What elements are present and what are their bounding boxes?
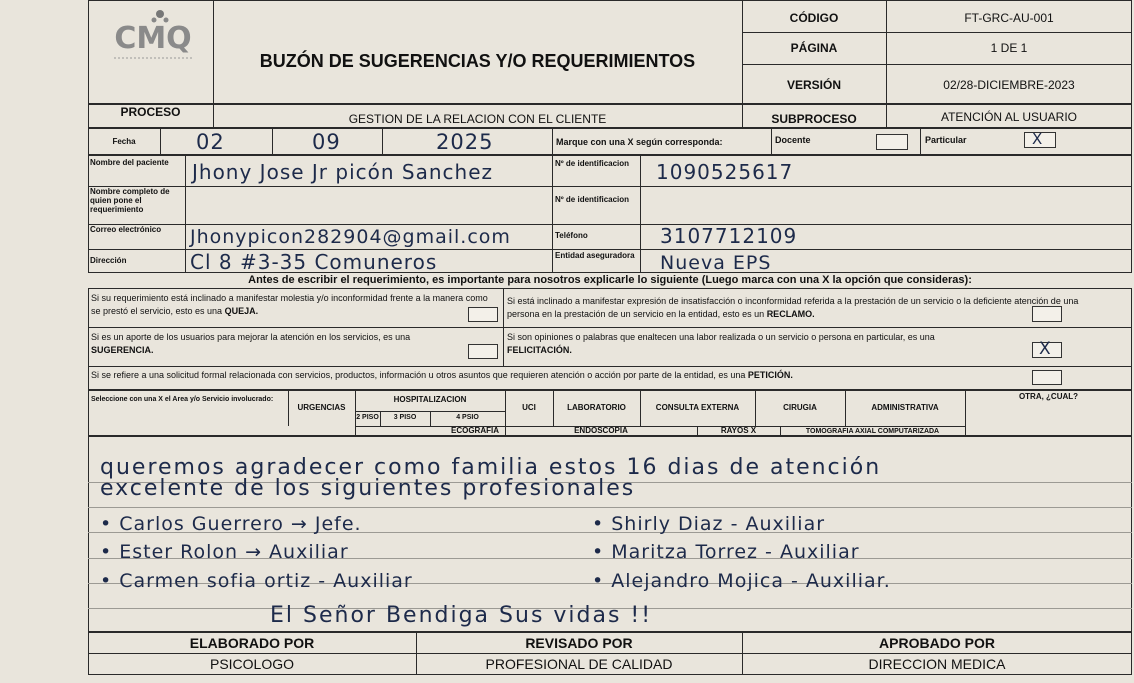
area-piso3[interactable]: 3 PISO [393, 414, 417, 421]
quien-label: Nombre completo de quien pone el requerimiento [90, 187, 170, 214]
area-uci[interactable]: UCI [522, 403, 536, 412]
particular-mark: X [1032, 130, 1043, 148]
correo-label: Correo electrónico [90, 225, 162, 234]
logo-text: CMQ [114, 21, 192, 56]
area-piso2[interactable]: 2 PISO [356, 414, 379, 421]
area-hospitalizacion[interactable]: HOSPITALIZACION [393, 395, 467, 404]
form-title: BUZÓN DE SUGERENCIAS Y/O REQUERIMIENTOS [259, 51, 696, 71]
proceso-value: GESTION DE LA RELACION CON EL CLIENTE [348, 112, 607, 126]
fecha-label: Fecha [112, 137, 136, 146]
area-piso4[interactable]: 4 PSIO [456, 414, 479, 421]
staff-right-1: • Shirly Diaz - Auxiliar [592, 513, 826, 535]
aprobado-label: APROBADO POR [879, 635, 995, 651]
area-tomografia[interactable]: TOMOGRAFIA AXIAL COMPUTARIZADA [805, 428, 940, 435]
quien-id-label: Nº de identificacion [555, 195, 630, 204]
docente-checkbox[interactable] [876, 134, 908, 150]
staff-left-2: • Ester Rolon → Auxiliar [100, 541, 349, 563]
instrucciones: Antes de escribir el requerimiento, es importante para nosotros explicarle lo siguiente (Luego marca con una X la opción que consideras): [248, 274, 972, 286]
area-cirugia[interactable]: CIRUGIA [783, 403, 817, 412]
staff-left-1: • Carlos Guerrero → Jefe. [100, 513, 362, 535]
area-administrativa[interactable]: ADMINISTRATIVA [871, 403, 939, 412]
telefono-label: Teléfono [555, 231, 588, 240]
staff-right-3: • Alejandro Mojica - Auxiliar. [592, 570, 891, 592]
fecha-day[interactable]: 02 [196, 130, 225, 154]
message-line-1: queremos agradecer como familia estos 16 dias de atención [100, 455, 882, 480]
peticion-option: Si se refiere a una solicitud formal relacionada con servicios, productos, información u otros asuntos que requieren atención o acción por parte de la entidad, es una PETICIÓN. [91, 370, 793, 380]
closing-line: El Señor Bendiga Sus vidas !! [270, 603, 653, 628]
queja-checkbox[interactable] [468, 307, 498, 322]
aprobado-value: DIRECCION MEDICA [868, 656, 1006, 672]
areas-label: Seleccione con una X el Area y/o Servicio involucrado: [91, 396, 274, 403]
message-line-2: excelente de los siguientes profesionales [100, 476, 636, 501]
marque-label: Marque con una X según corresponda: [556, 137, 723, 147]
revisado-label: REVISADO POR [525, 635, 633, 651]
sugerencia-option: Si es un aporte de los usuarios para mejorar la atención en los servicios, es una SUGERENCIA. [91, 332, 411, 355]
fecha-year[interactable]: 2025 [436, 130, 494, 154]
logo [108, 8, 198, 64]
reclamo-option: Si está inclinado a manifestar expresión de insatisfacción o inconformidad referida a la prestación de un servicio o la deficiente atención de una persona en la prestación de un servicio en la entidad, esto es un RECLAMO. [507, 296, 1079, 319]
correo-value[interactable]: Jhonypicon282904@gmail.com [190, 226, 511, 248]
elaborado-value: PSICOLOGO [209, 656, 295, 672]
elaborado-label: ELABORADO POR [189, 635, 315, 651]
felicitacion-mark: X [1039, 339, 1051, 359]
id-value[interactable]: 1090525617 [656, 160, 794, 184]
direccion-label: Dirección [90, 256, 127, 265]
id-label: Nº de identificacion [555, 159, 630, 168]
entidad-value[interactable]: Nueva EPS [660, 252, 772, 274]
codigo-value: FT-GRC-AU-001 [964, 11, 1054, 25]
area-rayos-x[interactable]: RAYOS X [720, 426, 757, 435]
direccion-value[interactable]: Cl 8 #3-35 Comuneros [190, 250, 438, 274]
felicitacion-option: Si son opiniones o palabras que enaltecen una labor realizada o un servicio o persona en particular, es una FELICITACIÓN. [507, 332, 935, 355]
version-value: 02/28-DICIEMBRE-2023 [943, 78, 1075, 92]
logo-graphic [108, 8, 198, 64]
particular-label: Particular [925, 135, 967, 145]
queja-option: Si su requerimiento está inclinado a manifestar molestia y/o inconformidad frente a la manera como se prestó el servicio, esto es una QUEJA. [91, 293, 488, 316]
staff-right-2: • Maritza Torrez - Auxiliar [592, 541, 860, 563]
area-urgencias[interactable]: URGENCIAS [297, 403, 346, 412]
docente-label: Docente [775, 135, 811, 145]
pagina-label: PÁGINA [790, 41, 838, 55]
staff-left-3: • Carmen sofia ortiz - Auxiliar [100, 570, 413, 592]
area-consulta-externa[interactable]: CONSULTA EXTERNA [655, 403, 740, 412]
area-otra[interactable]: OTRA, ¿CUAL? [1018, 392, 1079, 401]
reclamo-checkbox[interactable] [1032, 306, 1062, 322]
area-ecografia[interactable]: ECOGRAFIA [451, 426, 499, 435]
area-laboratorio[interactable]: LABORATORIO [567, 403, 626, 412]
sugerencia-checkbox[interactable] [468, 344, 498, 359]
nombre-label: Nombre del paciente [90, 158, 169, 167]
nombre-value[interactable]: Jhony Jose Jr picón Sanchez [192, 160, 493, 184]
fecha-month[interactable]: 09 [312, 130, 341, 154]
proceso-label: PROCESO [120, 105, 181, 119]
area-endoscopia[interactable]: ENDOSCOPIA [574, 426, 628, 435]
revisado-value: PROFESIONAL DE CALIDAD [485, 656, 673, 672]
version-label: VERSIÓN [786, 78, 841, 92]
subproceso-value: ATENCIÓN AL USUARIO [940, 110, 1078, 124]
peticion-checkbox[interactable] [1032, 370, 1062, 385]
subproceso-label: SUBPROCESO [771, 112, 857, 126]
codigo-label: CÓDIGO [789, 11, 839, 25]
telefono-value[interactable]: 3107712109 [660, 224, 798, 248]
entidad-label: Entidad aseguradora [555, 251, 635, 260]
pagina-value: 1 DE 1 [990, 41, 1028, 55]
